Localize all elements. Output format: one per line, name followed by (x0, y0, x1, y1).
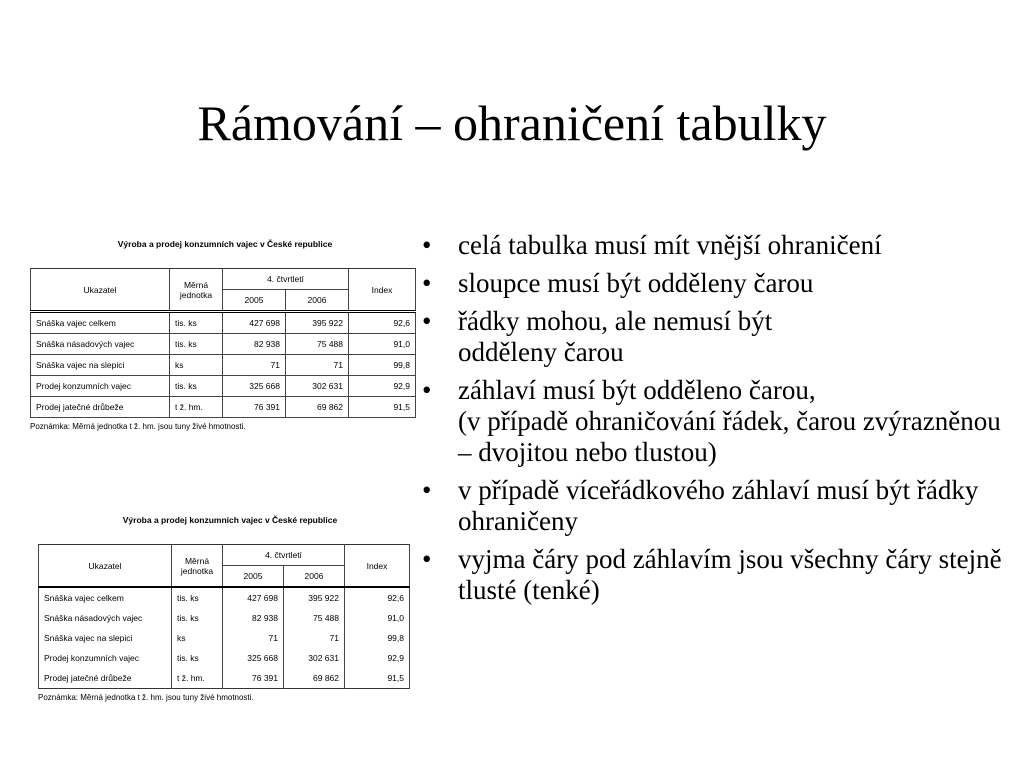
bullet-dot: • (422, 306, 432, 336)
bullet-text: sloupce musí být odděleny čarou (458, 268, 814, 298)
header-ukazatel: Ukazatel (31, 269, 170, 312)
row-index: 91,5 (349, 397, 416, 418)
bullet-list (420, 230, 1010, 613)
row-value-2005: 427 698 (223, 587, 284, 608)
row-value-2005: 325 668 (223, 648, 284, 668)
row-value-2005: 427 698 (223, 312, 286, 334)
row-index: 92,9 (345, 648, 410, 668)
row-unit: t ž. hm. (170, 397, 223, 418)
bullet-dot: • (422, 544, 432, 574)
row-name: Snáška vajec celkem (31, 312, 170, 334)
row-value-2005: 71 (223, 628, 284, 648)
header-quarter: 4. čtvrtletí (223, 269, 349, 290)
row-name: Prodej jatečné drůbeže (31, 397, 170, 418)
bullet-item (420, 268, 1010, 299)
bullet-text: v případě víceřádkového záhlaví musí být řádky ohraničeny (458, 475, 979, 536)
bullet-text: celá tabulka musí mít vnější ohraničení (458, 230, 882, 260)
header-index: Index (345, 545, 410, 588)
row-value-2005: 82 938 (223, 334, 286, 355)
row-value-2006: 75 488 (286, 334, 349, 355)
row-index: 91,0 (349, 334, 416, 355)
row-index: 92,6 (349, 312, 416, 334)
header-unit: Měrná jednotka (170, 269, 223, 312)
row-value-2006: 302 631 (284, 648, 345, 668)
table-row (39, 608, 410, 628)
row-value-2006: 302 631 (286, 376, 349, 397)
row-value-2005: 325 668 (223, 376, 286, 397)
header-year-2005: 2005 (223, 290, 286, 312)
header-year-2006: 2006 (284, 566, 345, 588)
bullet-dot: • (422, 475, 432, 505)
row-unit: tis. ks (170, 312, 223, 334)
header-unit: Měrná jednotka (172, 545, 223, 588)
row-unit: tis. ks (170, 376, 223, 397)
row-value-2006: 71 (286, 355, 349, 376)
row-value-2006: 75 488 (284, 608, 345, 628)
table-row (39, 628, 410, 648)
data-table (38, 544, 410, 689)
table-row (31, 355, 416, 376)
row-value-2006: 69 862 (286, 397, 349, 418)
row-name: Snáška vajec celkem (39, 587, 172, 608)
header-quarter: 4. čtvrtletí (223, 545, 345, 566)
bullet-text: řádky mohou, ale nemusí být odděleny čarou (458, 306, 773, 367)
bullet-item (420, 375, 1010, 468)
table-row (39, 668, 410, 689)
bullet-dot: • (422, 268, 432, 298)
header-year-2005: 2005 (223, 566, 284, 588)
row-unit: ks (170, 355, 223, 376)
row-value-2006: 395 922 (284, 587, 345, 608)
row-unit: tis. ks (172, 648, 223, 668)
example-table-unruled-rows (38, 515, 422, 702)
row-unit: ks (172, 628, 223, 648)
row-name: Snáška vajec na slepici (39, 628, 172, 648)
table-row (31, 376, 416, 397)
row-name: Prodej konzumních vajec (39, 648, 172, 668)
data-table (30, 268, 416, 418)
slide-title: Rámování – ohraničení tabulky (197, 95, 827, 151)
row-unit: tis. ks (172, 608, 223, 628)
row-value-2006: 71 (284, 628, 345, 648)
row-unit: t ž. hm. (172, 668, 223, 689)
row-value-2005: 76 391 (223, 397, 286, 418)
table-row (39, 587, 410, 608)
row-name: Snáška násadových vajec (31, 334, 170, 355)
row-value-2006: 69 862 (284, 668, 345, 689)
row-value-2006: 395 922 (286, 312, 349, 334)
header-year-2006: 2006 (286, 290, 349, 312)
table-row (39, 648, 410, 668)
row-index: 91,5 (345, 668, 410, 689)
header-ukazatel: Ukazatel (39, 545, 172, 588)
bullet-dot: • (422, 230, 432, 260)
table-note: Poznámka: Měrná jednotka t ž. hm. jsou tuny živé hmotnosti. (38, 693, 254, 702)
bullet-item (420, 230, 1010, 261)
row-index: 92,9 (349, 376, 416, 397)
table-row (31, 397, 416, 418)
row-name: Snáška násadových vajec (39, 608, 172, 628)
row-name: Prodej jatečné drůbeže (39, 668, 172, 689)
example-table-ruled-rows (30, 239, 420, 431)
table-caption: Výroba a prodej konzumních vajec v České republice (117, 239, 333, 249)
bullet-text: záhlaví musí být odděleno čarou, (v případě ohraničování řádek, čarou zvýrazněnou – dvojitou nebo tlustou) (458, 375, 1001, 467)
row-unit: tis. ks (172, 587, 223, 608)
header-index: Index (349, 269, 416, 312)
row-name: Prodej konzumních vajec (31, 376, 170, 397)
table-row (31, 334, 416, 355)
bullet-item (420, 475, 1010, 537)
bullet-text: vyjma čáry pod záhlavím jsou všechny čáry stejně tlusté (tenké) (458, 544, 1002, 605)
row-unit: tis. ks (170, 334, 223, 355)
row-index: 91,0 (345, 608, 410, 628)
bullet-dot: • (422, 375, 432, 405)
row-value-2005: 76 391 (223, 668, 284, 689)
row-value-2005: 71 (223, 355, 286, 376)
row-index: 92,6 (345, 587, 410, 608)
bullet-item (420, 306, 1010, 368)
bullet-item (420, 544, 1010, 606)
table-row (31, 312, 416, 334)
row-index: 99,8 (345, 628, 410, 648)
table-note: Poznámka: Měrná jednotka t ž. hm. jsou tuny živé hmotnosti. (30, 422, 246, 431)
table-caption: Výroba a prodej konzumních vajec v České republice (122, 515, 338, 525)
row-index: 99,8 (349, 355, 416, 376)
row-name: Snáška vajec na slepici (31, 355, 170, 376)
row-value-2005: 82 938 (223, 608, 284, 628)
